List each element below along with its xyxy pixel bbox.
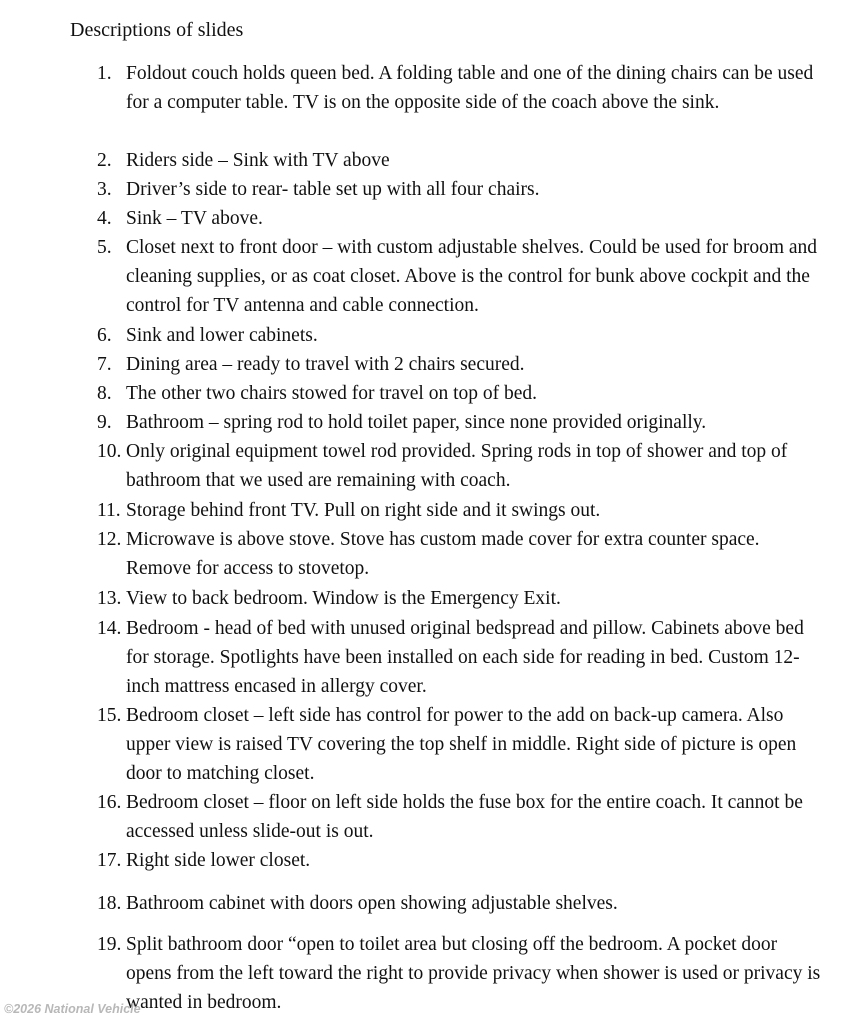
list-item-number: 10. [97, 441, 122, 462]
list-item-number: 5. [97, 237, 112, 258]
list-item-number: 3. [97, 179, 112, 200]
list-item-text: Right side lower closet. [126, 850, 311, 871]
copyright-watermark: ©2026 National Vehicle [4, 1002, 141, 1016]
list-item-number: 14. [97, 618, 122, 639]
list-item-number: 2. [97, 150, 112, 171]
list-item-text: View to back bedroom. Window is the Emergency Exit. [126, 588, 561, 609]
list-item-number: 7. [97, 354, 112, 375]
list-item-text: Bedroom closet – left side has control for power to the add on back-up camera. Also upper view is raised TV covering the top shelf in middle. Right side of picture is open door to matching closet. [126, 705, 797, 784]
list-item-number: 9. [97, 412, 112, 433]
list-item-text: Bedroom - head of bed with unused original bedspread and pillow. Cabinets above bed for storage. Spotlights have been installed on each side for reading in bed. Custom 12-inch mattress encased in allergy cover. [126, 618, 804, 697]
list-item-text: Split bathroom door “open to toilet area but closing off the bedroom. A pocket door opens from the left toward the right to provide privacy when shower is used or privacy is wanted in bedroom. [126, 934, 821, 1013]
list-item-text: Bedroom closet – floor on left side holds the fuse box for the entire coach. It cannot be accessed unless slide-out is out. [126, 792, 803, 842]
list-item-number: 17. [97, 850, 122, 871]
list-item-number: 1. [97, 63, 112, 84]
list-item-text: Driver’s side to rear- table set up with all four chairs. [126, 179, 540, 200]
list-item-text: Sink and lower cabinets. [126, 325, 318, 346]
list-item-text: Bathroom – spring rod to hold toilet paper, since none provided originally. [126, 412, 707, 433]
list-item-text: Only original equipment towel rod provided. Spring rods in top of shower and top of bathroom that we used are remaining with coach. [126, 441, 788, 491]
list-item-text: Microwave is above stove. Stove has custom made cover for extra counter space. Remove for access to stovetop. [126, 529, 760, 579]
list-item-text: Riders side – Sink with TV above [126, 150, 390, 171]
list-item-number: 15. [97, 705, 122, 726]
list-item-number: 8. [97, 383, 112, 404]
page-title: Descriptions of slides [70, 19, 244, 41]
list-item-text: Foldout couch holds queen bed. A folding table and one of the dining chairs can be used for a computer table. TV is on the opposite side of the coach above the sink. [126, 63, 814, 113]
list-item-text: Bathroom cabinet with doors open showing adjustable shelves. [126, 893, 618, 914]
list-item-text: Dining area – ready to travel with 2 chairs secured. [126, 354, 525, 375]
list-item-number: 11. [97, 500, 121, 521]
list-item-text: The other two chairs stowed for travel on top of bed. [126, 383, 538, 404]
list-item-number: 4. [97, 208, 112, 229]
list-item-number: 18. [97, 893, 122, 914]
list-item-number: 12. [97, 529, 122, 550]
list-item-text: Sink – TV above. [126, 208, 263, 229]
list-item-text: Closet next to front door – with custom adjustable shelves. Could be used for broom and cleaning supplies, or as coat closet. Above is the control for bunk above cockpit and the control for TV antenna and cable connection. [126, 237, 818, 316]
list-item-number: 13. [97, 588, 122, 609]
list-item-text: Storage behind front TV. Pull on right side and it swings out. [126, 500, 601, 521]
list-item-number: 16. [97, 792, 122, 813]
list-item-number: 6. [97, 325, 112, 346]
list-item-number: 19. [97, 934, 122, 955]
